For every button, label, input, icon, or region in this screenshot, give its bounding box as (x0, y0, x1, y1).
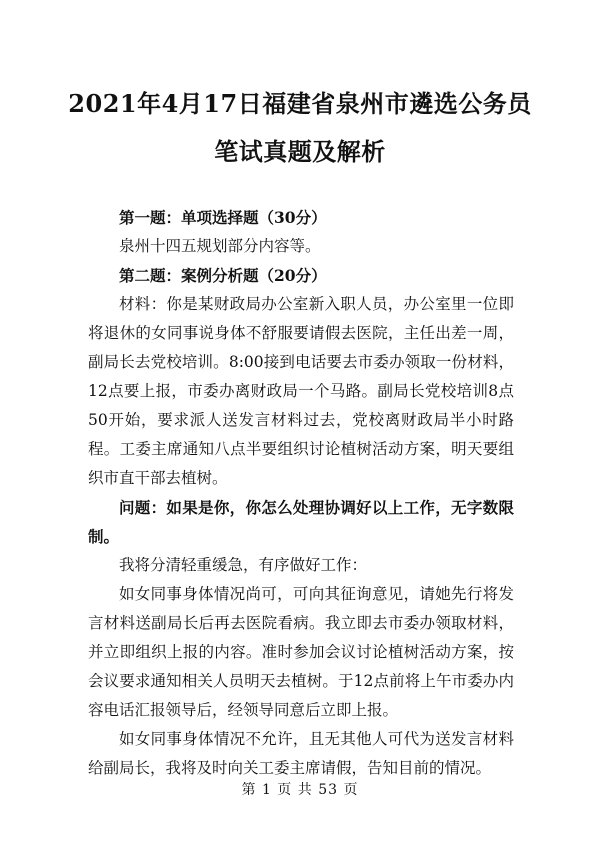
title-line-2: 笔试真题及解析 (214, 137, 386, 166)
section2-question: 问题：如果是你，你怎么处理协调好以上工作，无字数限制。 (88, 498, 514, 546)
answer-paragraph-3: 如女同事身体情况不允许，且无其他人可代为送发言材料给副局长，我将及时向关工委主席请假，告知目前的情况。 (88, 730, 514, 777)
answer-paragraph-2: 如女同事身体情况尚可，可向其征询意见，请她先行将发言材料送副局长后再去医院看病。我立即去市委办领取材料，并立即组织上报的内容。准时参加会议讨论植树活动方案，按会议要求通知相关人员明天去植树。于12点前将上午市委办内容电话汇报领导后，经领导同意后立即上报。 (88, 585, 514, 719)
section2-material: 材料：你是某财政局办公室新入职人员，办公室里一位即将退休的女同事说身体不舒服要请假去医院，主任出差一周，副局长去党校培训。8:00接到电话要去市委办领取一份材料，12点要上报，市委办离财政局一个马路。副局长党校培训8点50开始，要求派人送发言材料过去，党校离财政局半小时路程。工委主席通知八点半要组织讨论植树活动方案，明天要组织市直干部去植树。 (88, 295, 514, 487)
answer-paragraph-1: 我将分清轻重缓急，有序做好工作： (119, 556, 368, 574)
section1-content: 泉州十四五规划部分内容等。 (119, 237, 321, 255)
document-body (88, 203, 514, 783)
title-line-1: 2021年4月17日福建省泉州市遴选公务员 (68, 89, 532, 118)
section1-heading: 第一题：单项选择题（30分） (119, 208, 327, 227)
page-footer: 第 1 页 共 53 页 (241, 782, 359, 798)
section2-heading: 第二题：案例分析题（20分） (119, 266, 327, 285)
